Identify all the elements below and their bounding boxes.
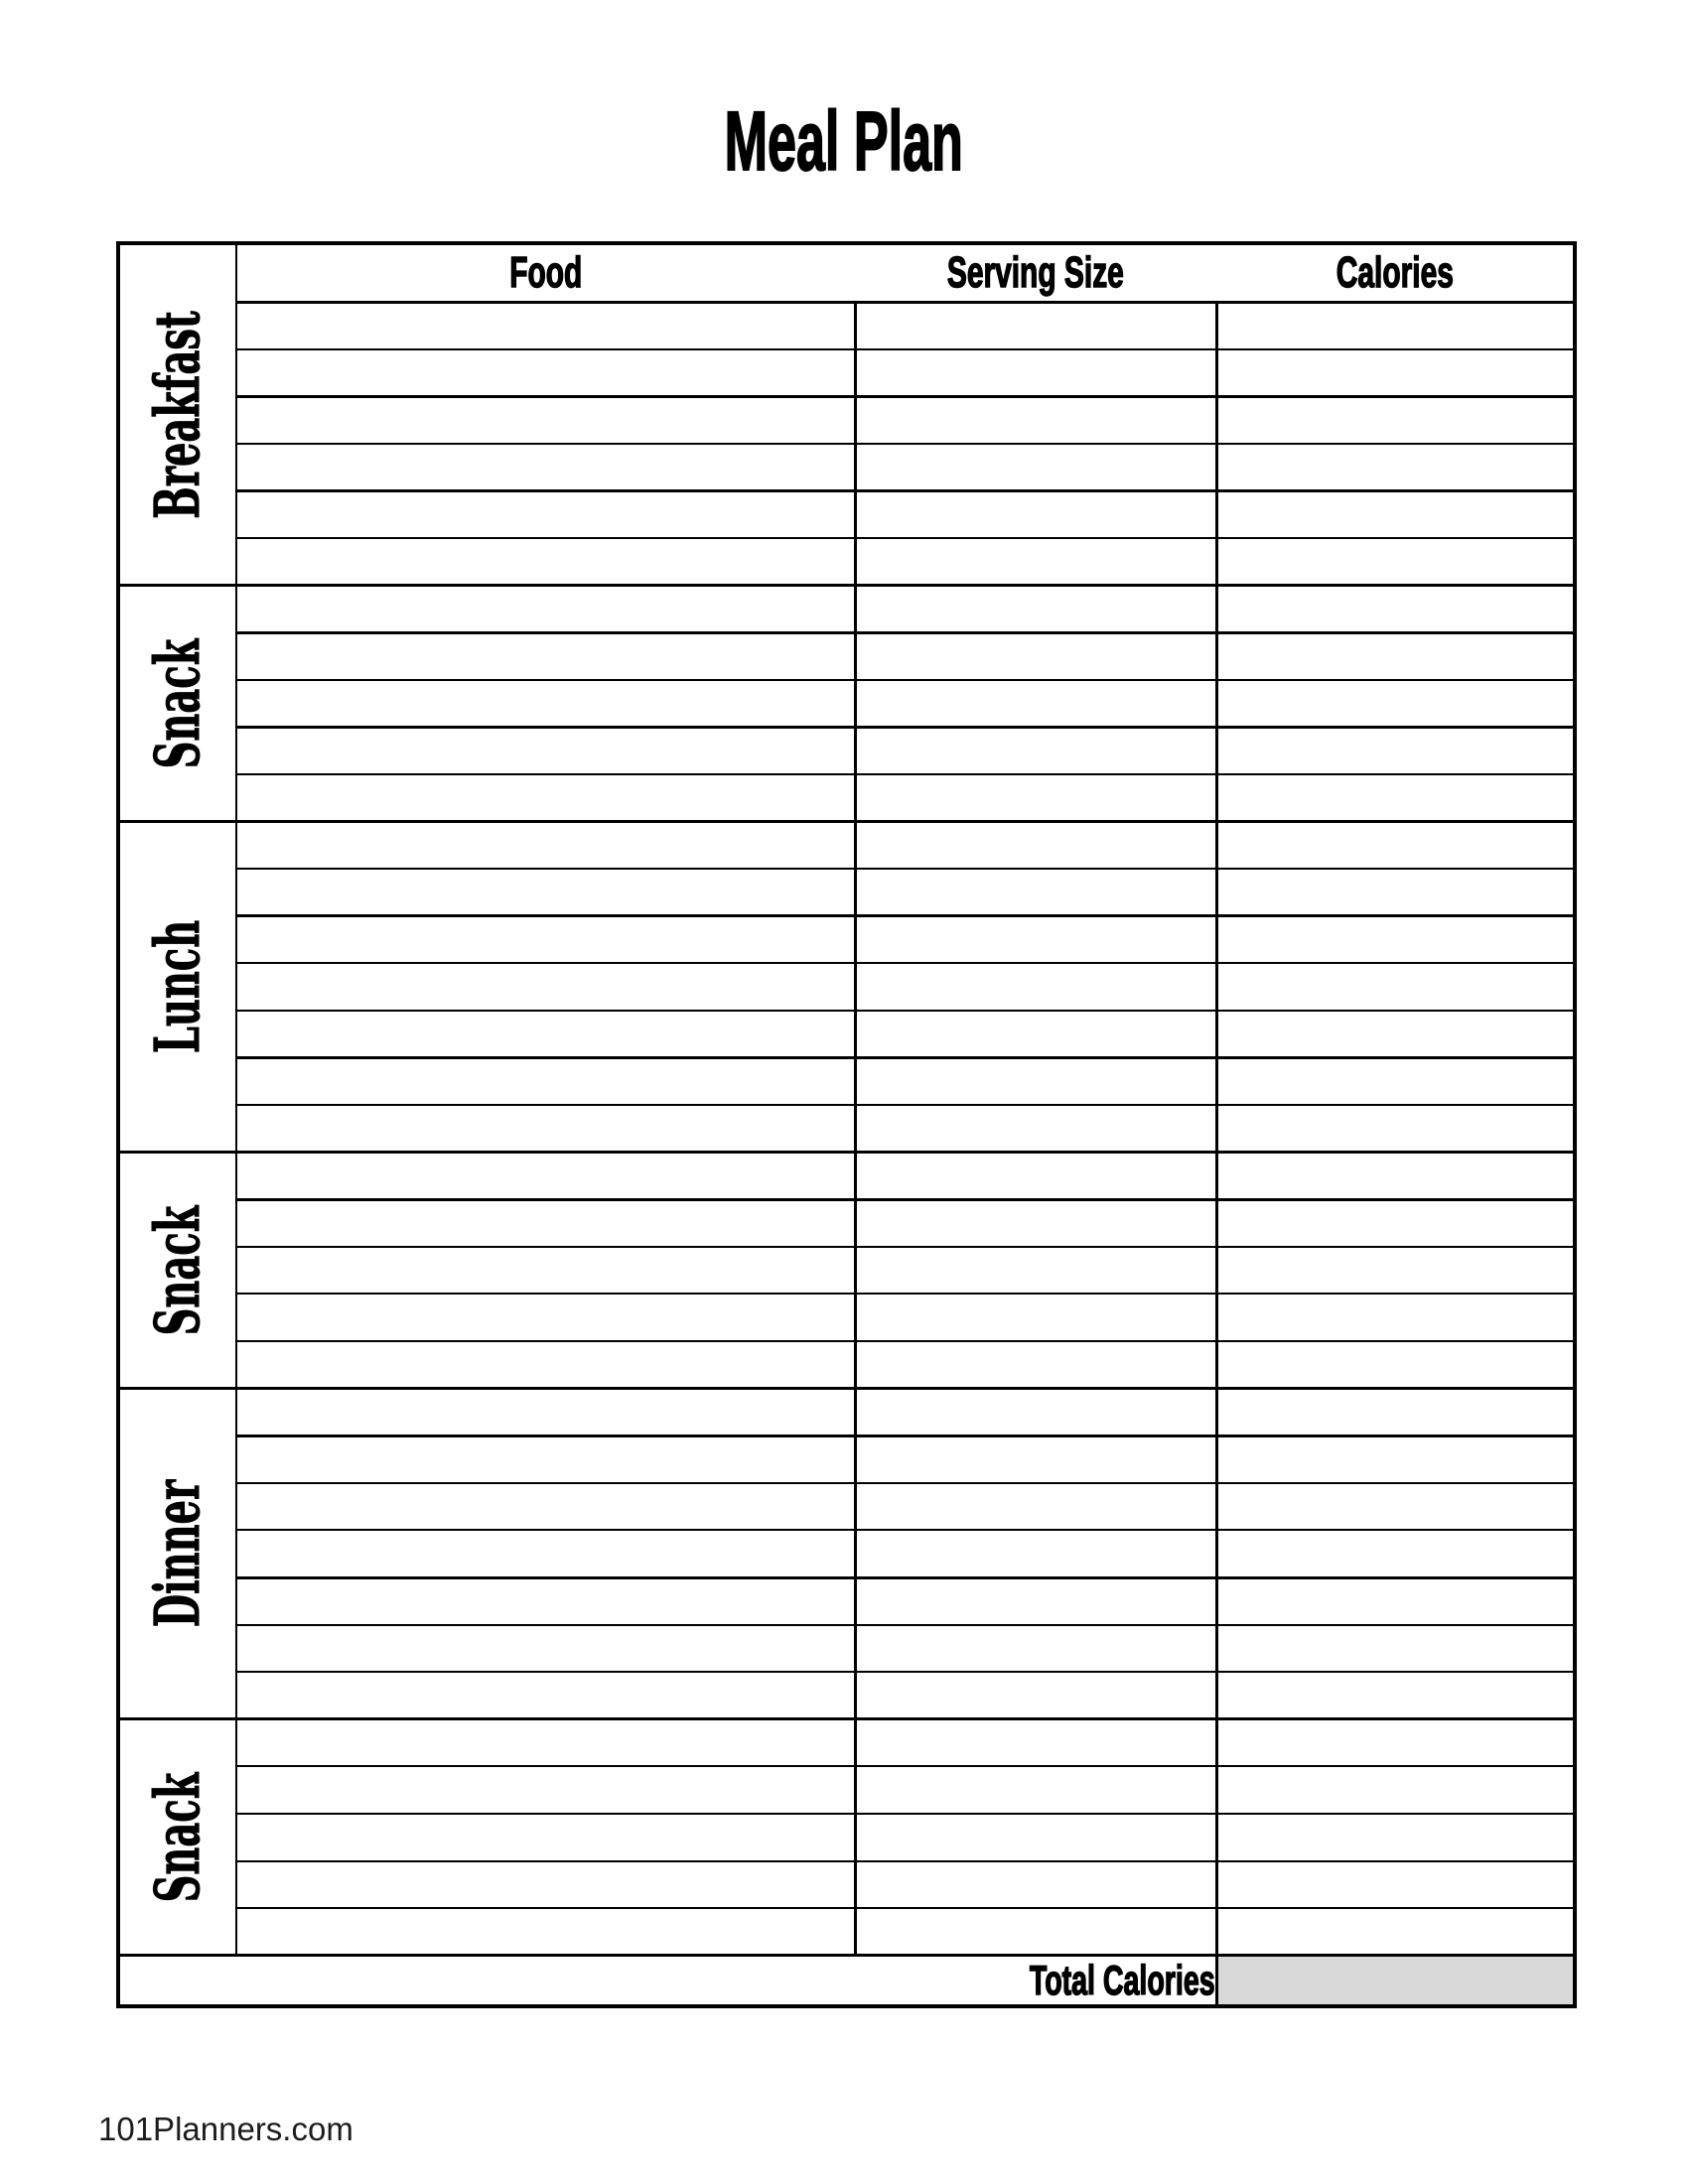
- table-row: [118, 963, 1575, 1011]
- calories-cell[interactable]: [1216, 1766, 1575, 1814]
- section-label-breakfast: [118, 243, 236, 586]
- calories-cell[interactable]: [1216, 1861, 1575, 1909]
- column-header-calories: [1216, 243, 1575, 302]
- serving-size-cell[interactable]: [855, 1435, 1216, 1483]
- serving-size-cell[interactable]: [855, 1341, 1216, 1389]
- calories-cell[interactable]: [1216, 869, 1575, 916]
- table-row: [118, 822, 1575, 870]
- food-cell[interactable]: [236, 396, 855, 444]
- serving-size-cell[interactable]: [855, 1105, 1216, 1153]
- calories-cell[interactable]: [1216, 1011, 1575, 1058]
- table-row: [118, 444, 1575, 491]
- section-label-text: Lunch: [141, 919, 213, 1054]
- table-row: [118, 1766, 1575, 1814]
- food-cell[interactable]: [236, 444, 855, 491]
- calories-cell[interactable]: [1216, 538, 1575, 586]
- table-row: [118, 1672, 1575, 1719]
- table-row: [118, 680, 1575, 728]
- calories-cell[interactable]: [1216, 727, 1575, 774]
- serving-size-cell[interactable]: [855, 1766, 1216, 1814]
- food-cell[interactable]: [236, 302, 855, 349]
- meal-plan-table-body: [118, 243, 1575, 2006]
- section-label-text: Snack: [141, 1205, 213, 1335]
- table-row: [118, 1058, 1575, 1106]
- serving-size-cell[interactable]: [855, 349, 1216, 397]
- table-row: [118, 1153, 1575, 1200]
- serving-size-cell[interactable]: [855, 1011, 1216, 1058]
- calories-cell[interactable]: [1216, 1908, 1575, 1956]
- table-row: [118, 349, 1575, 397]
- food-cell[interactable]: [236, 1199, 855, 1247]
- calories-cell[interactable]: [1216, 680, 1575, 728]
- food-cell[interactable]: [236, 538, 855, 586]
- calories-cell[interactable]: [1216, 822, 1575, 870]
- serving-size-cell[interactable]: [855, 1672, 1216, 1719]
- section-label-text: Dinner: [141, 1479, 213, 1628]
- food-cell[interactable]: [236, 1577, 855, 1625]
- calories-cell[interactable]: [1216, 1341, 1575, 1389]
- calories-cell[interactable]: [1216, 774, 1575, 822]
- section-label-dinner: [118, 1389, 236, 1719]
- calories-cell[interactable]: [1216, 1105, 1575, 1153]
- table-row: [118, 1530, 1575, 1577]
- table-header-row: [118, 243, 1575, 302]
- food-cell[interactable]: [236, 1483, 855, 1531]
- table-row: [118, 1011, 1575, 1058]
- food-cell[interactable]: [236, 1011, 855, 1058]
- food-cell[interactable]: [236, 963, 855, 1011]
- column-header-text: Food: [509, 247, 583, 297]
- calories-cell[interactable]: [1216, 1247, 1575, 1295]
- calories-cell[interactable]: [1216, 916, 1575, 964]
- table-row: [118, 302, 1575, 349]
- food-cell[interactable]: [236, 822, 855, 870]
- calories-cell[interactable]: [1216, 1577, 1575, 1625]
- table-row: [118, 1908, 1575, 1956]
- food-cell[interactable]: [236, 1247, 855, 1295]
- calories-cell[interactable]: [1216, 396, 1575, 444]
- table-row: [118, 1389, 1575, 1436]
- calories-cell[interactable]: [1216, 490, 1575, 538]
- serving-size-cell[interactable]: [855, 1199, 1216, 1247]
- page-title: [0, 94, 1688, 188]
- page-title-text: Meal Plan: [724, 94, 964, 188]
- calories-cell[interactable]: [1216, 1199, 1575, 1247]
- table-row: [118, 1435, 1575, 1483]
- table-row: [118, 727, 1575, 774]
- food-cell[interactable]: [236, 727, 855, 774]
- food-cell[interactable]: [236, 1908, 855, 1956]
- serving-size-cell[interactable]: [855, 1247, 1216, 1295]
- calories-cell[interactable]: [1216, 444, 1575, 491]
- table-row: [118, 1199, 1575, 1247]
- table-row: [118, 1861, 1575, 1909]
- food-cell[interactable]: [236, 1625, 855, 1673]
- table-row: [118, 1483, 1575, 1531]
- serving-size-cell[interactable]: [855, 396, 1216, 444]
- calories-cell[interactable]: [1216, 1153, 1575, 1200]
- calories-cell[interactable]: [1216, 1435, 1575, 1483]
- calories-cell[interactable]: [1216, 1389, 1575, 1436]
- food-cell[interactable]: [236, 1341, 855, 1389]
- calories-cell[interactable]: [1216, 1058, 1575, 1106]
- serving-size-cell[interactable]: [855, 1814, 1216, 1861]
- column-header-serving-size: [855, 243, 1216, 302]
- table-row: [118, 1105, 1575, 1153]
- food-cell[interactable]: [236, 349, 855, 397]
- serving-size-cell[interactable]: [855, 1530, 1216, 1577]
- calories-cell[interactable]: [1216, 349, 1575, 397]
- section-label-lunch: [118, 822, 236, 1153]
- serving-size-cell[interactable]: [855, 916, 1216, 964]
- food-cell[interactable]: [236, 1672, 855, 1719]
- serving-size-cell[interactable]: [855, 1294, 1216, 1341]
- footer-site-text: 101Planners.com: [98, 2111, 353, 2147]
- calories-cell[interactable]: [1216, 1294, 1575, 1341]
- serving-size-cell[interactable]: [855, 680, 1216, 728]
- serving-size-cell[interactable]: [855, 632, 1216, 680]
- food-cell[interactable]: [236, 1153, 855, 1200]
- total-calories-label-cell: [118, 1956, 1216, 2007]
- calories-cell[interactable]: [1216, 632, 1575, 680]
- serving-size-cell[interactable]: [855, 963, 1216, 1011]
- food-cell[interactable]: [236, 1389, 855, 1436]
- table-row: [118, 396, 1575, 444]
- serving-size-cell[interactable]: [855, 1153, 1216, 1200]
- food-cell[interactable]: [236, 1530, 855, 1577]
- table-row: [118, 869, 1575, 916]
- food-cell[interactable]: [236, 1294, 855, 1341]
- section-label-text: Snack: [141, 1772, 213, 1903]
- serving-size-cell[interactable]: [855, 869, 1216, 916]
- food-cell[interactable]: [236, 916, 855, 964]
- food-cell[interactable]: [236, 490, 855, 538]
- table-row: [118, 1341, 1575, 1389]
- calories-cell[interactable]: [1216, 1672, 1575, 1719]
- table-row: [118, 586, 1575, 633]
- section-label-snack: [118, 586, 236, 822]
- table-row: [118, 632, 1575, 680]
- table-row: [118, 1247, 1575, 1295]
- serving-size-cell[interactable]: [855, 1625, 1216, 1673]
- food-cell[interactable]: [236, 1861, 855, 1909]
- column-header-food: [236, 243, 855, 302]
- table-row: [118, 916, 1575, 964]
- section-label-text: Snack: [141, 638, 213, 768]
- total-calories-row: [118, 1956, 1575, 2007]
- section-label-snack: [118, 1719, 236, 1956]
- food-cell[interactable]: [236, 1719, 855, 1767]
- serving-size-cell[interactable]: [855, 1719, 1216, 1767]
- food-cell[interactable]: [236, 586, 855, 633]
- serving-size-cell[interactable]: [855, 490, 1216, 538]
- food-cell[interactable]: [236, 680, 855, 728]
- serving-size-cell[interactable]: [855, 727, 1216, 774]
- serving-size-cell[interactable]: [855, 302, 1216, 349]
- section-label-snack: [118, 1153, 236, 1389]
- serving-size-cell[interactable]: [855, 1577, 1216, 1625]
- calories-cell[interactable]: [1216, 1814, 1575, 1861]
- serving-size-cell[interactable]: [855, 822, 1216, 870]
- calories-cell[interactable]: [1216, 1625, 1575, 1673]
- food-cell[interactable]: [236, 1105, 855, 1153]
- serving-size-cell[interactable]: [855, 1058, 1216, 1106]
- table-row: [118, 1814, 1575, 1861]
- serving-size-cell[interactable]: [855, 1908, 1216, 1956]
- serving-size-cell[interactable]: [855, 774, 1216, 822]
- food-cell[interactable]: [236, 869, 855, 916]
- column-header-text: Serving Size: [947, 247, 1124, 297]
- section-label-text: Breakfast: [141, 310, 213, 519]
- table-row: [118, 538, 1575, 586]
- calories-cell[interactable]: [1216, 963, 1575, 1011]
- table-row: [118, 774, 1575, 822]
- calories-cell[interactable]: [1216, 1483, 1575, 1531]
- serving-size-cell[interactable]: [855, 1389, 1216, 1436]
- calories-cell[interactable]: [1216, 1719, 1575, 1767]
- serving-size-cell[interactable]: [855, 1861, 1216, 1909]
- serving-size-cell[interactable]: [855, 538, 1216, 586]
- food-cell[interactable]: [236, 774, 855, 822]
- calories-cell[interactable]: [1216, 586, 1575, 633]
- table-row: [118, 1719, 1575, 1767]
- food-cell[interactable]: [236, 1435, 855, 1483]
- table-row: [118, 1625, 1575, 1673]
- serving-size-cell[interactable]: [855, 586, 1216, 633]
- serving-size-cell[interactable]: [855, 1483, 1216, 1531]
- calories-cell[interactable]: [1216, 302, 1575, 349]
- total-calories-value-cell[interactable]: [1216, 1956, 1575, 2007]
- serving-size-cell[interactable]: [855, 444, 1216, 491]
- food-cell[interactable]: [236, 1814, 855, 1861]
- calories-cell[interactable]: [1216, 1530, 1575, 1577]
- table-row: [118, 1577, 1575, 1625]
- column-header-text: Calories: [1336, 247, 1454, 297]
- meal-plan-table: [116, 241, 1577, 2008]
- total-calories-label-text: Total Calories: [1029, 1957, 1215, 2004]
- food-cell[interactable]: [236, 1766, 855, 1814]
- food-cell[interactable]: [236, 1058, 855, 1106]
- table-row: [118, 490, 1575, 538]
- food-cell[interactable]: [236, 632, 855, 680]
- table-row: [118, 1294, 1575, 1341]
